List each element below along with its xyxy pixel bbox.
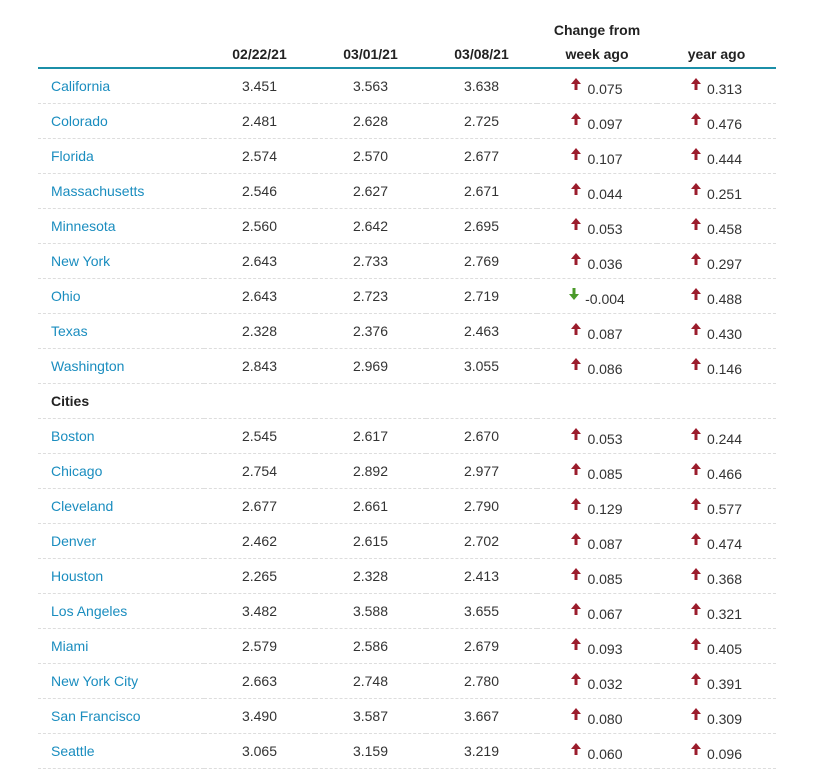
header-empty [315, 0, 426, 40]
price-02-22-21: 3.451 [204, 68, 315, 104]
change-year-ago [657, 174, 776, 209]
price-03-08-21: 2.670 [426, 419, 537, 454]
change-week-ago [537, 279, 657, 314]
price-02-22-21: 2.663 [204, 664, 315, 699]
change-week-ago [537, 349, 657, 384]
up-arrow-icon [571, 603, 581, 615]
price-02-22-21: 2.545 [204, 419, 315, 454]
up-arrow-icon [691, 218, 701, 230]
location-link[interactable]: Ohio [38, 279, 204, 314]
change-year-ago [657, 559, 776, 594]
change-year-ago-value: 0.458 [706, 220, 743, 237]
location-link[interactable]: Seattle [38, 734, 204, 769]
location-link[interactable]: Chicago [38, 454, 204, 489]
price-02-22-21: 2.265 [204, 559, 315, 594]
location-link[interactable]: Texas [38, 314, 204, 349]
price-03-08-21: 2.677 [426, 139, 537, 174]
location-link[interactable]: San Francisco [38, 699, 204, 734]
price-03-08-21: 2.413 [426, 559, 537, 594]
change-week-ago [537, 139, 657, 174]
table-row [38, 489, 776, 524]
price-03-01-21: 2.748 [315, 664, 426, 699]
change-week-ago-value: 0.087 [587, 325, 623, 342]
price-03-08-21: 3.655 [426, 594, 537, 629]
up-arrow-icon [571, 673, 581, 685]
up-arrow-icon [571, 148, 581, 160]
price-03-08-21: 2.780 [426, 664, 537, 699]
price-03-08-21: 3.667 [426, 699, 537, 734]
change-year-ago-value: 0.096 [706, 745, 743, 762]
location-link[interactable]: Denver [38, 524, 204, 559]
table-row [38, 734, 776, 769]
location-link[interactable]: New York City [38, 664, 204, 699]
up-arrow-icon [691, 358, 701, 370]
header-empty [657, 0, 776, 40]
change-week-ago-value: 0.053 [587, 430, 623, 447]
price-03-01-21: 2.723 [315, 279, 426, 314]
up-arrow-icon [691, 603, 701, 615]
up-arrow-icon [691, 743, 701, 755]
change-year-ago-value: 0.309 [706, 710, 743, 727]
price-02-22-21: 2.643 [204, 244, 315, 279]
header-empty [38, 0, 204, 40]
price-02-22-21: 2.328 [204, 314, 315, 349]
change-year-ago [657, 489, 776, 524]
price-03-01-21: 2.892 [315, 454, 426, 489]
gas-price-table-container [38, 0, 776, 769]
up-arrow-icon [571, 638, 581, 650]
table-row [38, 349, 776, 384]
change-week-ago [537, 734, 657, 769]
location-link[interactable]: Massachusetts [38, 174, 204, 209]
change-week-ago [537, 68, 657, 104]
table-row [38, 139, 776, 174]
change-week-ago [537, 454, 657, 489]
change-week-ago-value: 0.086 [587, 360, 623, 377]
table-row [38, 629, 776, 664]
change-year-ago-value: 0.368 [706, 570, 743, 587]
change-year-ago-value: 0.444 [706, 150, 743, 167]
price-03-01-21: 2.617 [315, 419, 426, 454]
location-link[interactable]: Florida [38, 139, 204, 174]
up-arrow-icon [691, 253, 701, 265]
location-link[interactable]: Washington [38, 349, 204, 384]
change-week-ago-value: 0.036 [587, 255, 623, 272]
change-week-ago [537, 524, 657, 559]
table-row [38, 454, 776, 489]
price-03-08-21: 2.679 [426, 629, 537, 664]
change-week-ago-value: 0.075 [587, 80, 623, 97]
price-03-01-21: 2.661 [315, 489, 426, 524]
up-arrow-icon [571, 533, 581, 545]
price-03-01-21: 3.563 [315, 68, 426, 104]
change-week-ago [537, 629, 657, 664]
section-label-cities: Cities [38, 384, 776, 419]
location-link[interactable]: Los Angeles [38, 594, 204, 629]
change-week-ago [537, 174, 657, 209]
price-03-01-21: 3.588 [315, 594, 426, 629]
price-03-01-21: 2.969 [315, 349, 426, 384]
up-arrow-icon [691, 533, 701, 545]
price-03-01-21: 2.376 [315, 314, 426, 349]
section-row-cities [38, 384, 776, 419]
change-year-ago-value: 0.251 [706, 185, 743, 202]
price-03-01-21: 3.587 [315, 699, 426, 734]
price-03-08-21: 3.638 [426, 68, 537, 104]
change-week-ago-value: 0.129 [587, 500, 623, 517]
up-arrow-icon [571, 358, 581, 370]
change-year-ago [657, 699, 776, 734]
change-week-ago-value: 0.085 [587, 465, 623, 482]
price-03-08-21: 2.671 [426, 174, 537, 209]
change-year-ago-value: 0.488 [706, 290, 743, 307]
change-week-ago-value: 0.080 [587, 710, 623, 727]
change-week-ago [537, 489, 657, 524]
change-week-ago [537, 419, 657, 454]
price-02-22-21: 2.643 [204, 279, 315, 314]
change-week-ago-value: 0.032 [587, 675, 623, 692]
price-03-08-21: 2.719 [426, 279, 537, 314]
change-week-ago [537, 664, 657, 699]
up-arrow-icon [571, 113, 581, 125]
up-arrow-icon [571, 708, 581, 720]
change-week-ago [537, 104, 657, 139]
price-03-08-21: 3.055 [426, 349, 537, 384]
table-header [38, 0, 776, 68]
up-arrow-icon [691, 148, 701, 160]
up-arrow-icon [691, 463, 701, 475]
up-arrow-icon [691, 638, 701, 650]
down-arrow-icon [569, 288, 579, 300]
change-week-ago-value: 0.044 [587, 185, 623, 202]
change-week-ago-value: 0.060 [587, 745, 623, 762]
price-03-01-21: 2.627 [315, 174, 426, 209]
change-year-ago-value: 0.577 [706, 500, 743, 517]
header-year-ago: year ago [657, 40, 776, 68]
change-year-ago-value: 0.313 [706, 80, 743, 97]
price-03-08-21: 2.702 [426, 524, 537, 559]
change-year-ago-value: 0.391 [706, 675, 743, 692]
up-arrow-icon [691, 113, 701, 125]
table-row [38, 699, 776, 734]
change-year-ago [657, 594, 776, 629]
up-arrow-icon [571, 78, 581, 90]
price-02-22-21: 2.677 [204, 489, 315, 524]
change-week-ago [537, 559, 657, 594]
up-arrow-icon [691, 183, 701, 195]
price-02-22-21: 3.065 [204, 734, 315, 769]
price-03-08-21: 3.219 [426, 734, 537, 769]
change-year-ago-value: 0.474 [706, 535, 743, 552]
location-link[interactable]: Minnesota [38, 209, 204, 244]
table-body [38, 68, 776, 769]
price-02-22-21: 2.754 [204, 454, 315, 489]
price-02-22-21: 3.490 [204, 699, 315, 734]
up-arrow-icon [571, 428, 581, 440]
price-03-08-21: 2.463 [426, 314, 537, 349]
table-row [38, 419, 776, 454]
change-year-ago-value: 0.405 [706, 640, 743, 657]
change-week-ago [537, 594, 657, 629]
up-arrow-icon [571, 498, 581, 510]
change-year-ago [657, 68, 776, 104]
change-year-ago-value: 0.244 [706, 430, 743, 447]
up-arrow-icon [691, 428, 701, 440]
change-year-ago-value: 0.146 [706, 360, 743, 377]
table-row [38, 244, 776, 279]
location-link[interactable]: Colorado [38, 104, 204, 139]
up-arrow-icon [691, 323, 701, 335]
gas-price-table [38, 0, 776, 769]
up-arrow-icon [691, 78, 701, 90]
change-week-ago [537, 209, 657, 244]
price-02-22-21: 2.546 [204, 174, 315, 209]
location-link[interactable]: Cleveland [38, 489, 204, 524]
change-week-ago-value: 0.053 [587, 220, 623, 237]
up-arrow-icon [691, 498, 701, 510]
change-week-ago [537, 314, 657, 349]
up-arrow-icon [691, 708, 701, 720]
price-03-01-21: 2.628 [315, 104, 426, 139]
location-link[interactable]: New York [38, 244, 204, 279]
up-arrow-icon [571, 218, 581, 230]
table-row [38, 664, 776, 699]
location-link[interactable]: Boston [38, 419, 204, 454]
table-row [38, 314, 776, 349]
header-change-group: Change from [553, 22, 641, 38]
change-year-ago [657, 629, 776, 664]
change-week-ago-value: 0.085 [587, 570, 623, 587]
change-year-ago-value: 0.430 [706, 325, 743, 342]
table-row [38, 174, 776, 209]
up-arrow-icon [571, 253, 581, 265]
up-arrow-icon [571, 743, 581, 755]
price-02-22-21: 3.482 [204, 594, 315, 629]
price-03-01-21: 2.586 [315, 629, 426, 664]
table-row [38, 594, 776, 629]
price-03-08-21: 2.695 [426, 209, 537, 244]
header-empty [204, 0, 315, 40]
up-arrow-icon [571, 183, 581, 195]
change-year-ago [657, 454, 776, 489]
price-03-01-21: 2.570 [315, 139, 426, 174]
header-empty [426, 0, 537, 40]
price-03-08-21: 2.725 [426, 104, 537, 139]
price-02-22-21: 2.579 [204, 629, 315, 664]
price-02-22-21: 2.560 [204, 209, 315, 244]
header-date-3: 03/08/21 [426, 40, 537, 68]
change-year-ago-value: 0.321 [706, 605, 743, 622]
change-year-ago-value: 0.297 [706, 255, 743, 272]
price-03-01-21: 2.615 [315, 524, 426, 559]
location-link[interactable]: Houston [38, 559, 204, 594]
table-row [38, 68, 776, 104]
change-year-ago [657, 524, 776, 559]
up-arrow-icon [571, 463, 581, 475]
up-arrow-icon [691, 568, 701, 580]
table-row [38, 209, 776, 244]
change-year-ago [657, 419, 776, 454]
change-week-ago-value: 0.087 [587, 535, 623, 552]
up-arrow-icon [691, 673, 701, 685]
change-week-ago-value: 0.107 [587, 150, 623, 167]
header-location [38, 40, 204, 68]
table-row [38, 524, 776, 559]
change-week-ago-value: 0.093 [587, 640, 623, 657]
table-row [38, 279, 776, 314]
price-02-22-21: 2.843 [204, 349, 315, 384]
price-03-01-21: 2.328 [315, 559, 426, 594]
table-row [38, 559, 776, 594]
up-arrow-icon [571, 568, 581, 580]
change-year-ago [657, 209, 776, 244]
location-link[interactable]: California [38, 68, 204, 104]
change-week-ago [537, 699, 657, 734]
price-02-22-21: 2.574 [204, 139, 315, 174]
price-03-01-21: 2.733 [315, 244, 426, 279]
location-link[interactable]: Miami [38, 629, 204, 664]
table-row [38, 104, 776, 139]
change-year-ago [657, 279, 776, 314]
change-year-ago [657, 244, 776, 279]
header-week-ago: week ago [537, 40, 657, 68]
price-03-01-21: 2.642 [315, 209, 426, 244]
change-year-ago [657, 314, 776, 349]
price-03-01-21: 3.159 [315, 734, 426, 769]
change-week-ago [537, 244, 657, 279]
change-week-ago-value: -0.004 [585, 290, 625, 307]
change-year-ago [657, 664, 776, 699]
header-date-1: 02/22/21 [204, 40, 315, 68]
up-arrow-icon [691, 288, 701, 300]
header-date-2: 03/01/21 [315, 40, 426, 68]
price-03-08-21: 2.790 [426, 489, 537, 524]
change-week-ago-value: 0.097 [587, 115, 623, 132]
change-year-ago [657, 734, 776, 769]
price-02-22-21: 2.462 [204, 524, 315, 559]
change-year-ago [657, 349, 776, 384]
up-arrow-icon [571, 323, 581, 335]
change-year-ago-value: 0.466 [706, 465, 743, 482]
change-year-ago [657, 104, 776, 139]
price-03-08-21: 2.977 [426, 454, 537, 489]
price-03-08-21: 2.769 [426, 244, 537, 279]
change-week-ago-value: 0.067 [587, 605, 623, 622]
price-02-22-21: 2.481 [204, 104, 315, 139]
change-year-ago-value: 0.476 [706, 115, 743, 132]
change-year-ago [657, 139, 776, 174]
